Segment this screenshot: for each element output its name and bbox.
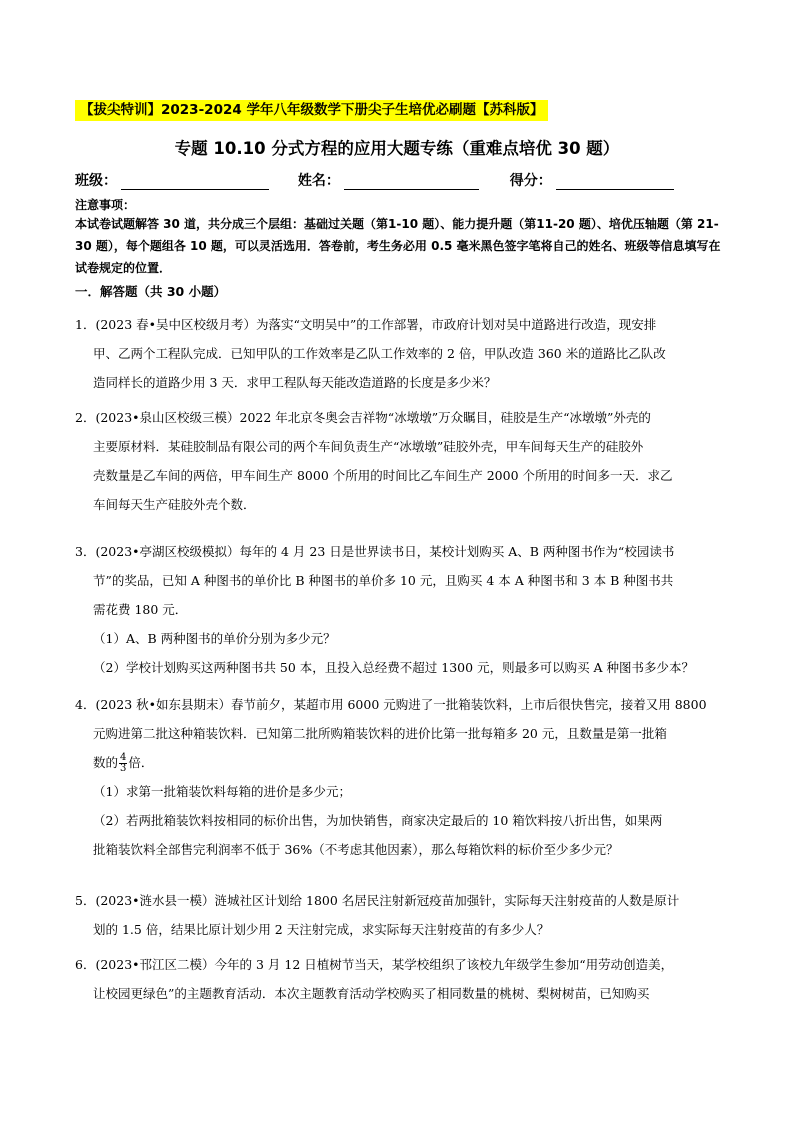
question-line: 主要原材料．某硅胶制品有限公司的两个车间负责生产“冰墩墩”硅胶外壳，甲车间每天生产的硅胶外 — [93, 439, 644, 454]
fraction — [119, 753, 127, 774]
question-1 — [75, 310, 725, 397]
sub-question: （1）求第一批箱装饮料每箱的进价是多少元； — [93, 784, 351, 799]
question-line: 3．(2023•亭湖区校级模拟）每年的 4 月 23 日是世界读书日，某校计划购买 A、B 两种图书作为“校园读书 — [75, 544, 675, 559]
notes-body: 本试卷试题解答 30 道，共分成三个层组：基础过关题（第1-10 题）、能力提升题（第11-20 题）、培优压轴题（第 21-30 题），每个题组各 10 题，可以灵活选用．答卷前，考生务必用 0.5 毫米黑色签字笔将自己的姓名、班级等信息填写在试卷规定的位置． — [75, 217, 721, 275]
question-line: 划的 1.5 倍，结果比原计划少用 2 天注射完成，求实际每天注射疫苗的有多少人？ — [93, 922, 550, 937]
question-2 — [75, 403, 725, 519]
question-3 — [75, 537, 725, 682]
score-blank[interactable] — [556, 173, 674, 190]
fraction-numerator: 4 — [120, 752, 127, 763]
score-label: 得分： — [509, 173, 552, 189]
sub-question: （2）若两批箱装饮料按相同的标价出售，为加快销售，商家决定最后的 10 箱饮料按八折出售，如果两 — [93, 813, 663, 828]
question-6 — [75, 950, 725, 1008]
question-line: 元购进第二批这种箱装饮料．已知第二批所购箱装饮料的进价比第一批每箱多 20 元，且数量是第一批箱 — [93, 726, 667, 741]
section-heading: 一．解答题（共 30 小题） — [75, 284, 227, 299]
name-label: 姓名： — [297, 173, 340, 189]
question-line: 5．(2023•涟水县一模）涟城社区计划给 1800 名居民注射新冠疫苗加强针，实际每天注射疫苗的人数是原计 — [75, 893, 680, 908]
text-fragment: 数的 — [93, 755, 119, 770]
question-line: 车间每天生产硅胶外壳个数． — [93, 497, 256, 512]
class-label: 班级： — [75, 173, 117, 189]
score-field — [510, 170, 674, 190]
series-banner: 【拔尖特训】2023-2024 学年八年级数学下册尖子生培优必刷题【苏科版】 — [75, 100, 548, 121]
question-line: 批箱装饮料全部售完利润率不低于 36%（不考虑其他因素），那么每箱饮料的标价至少多少元？ — [93, 842, 619, 857]
question-line: 2．(2023•泉山区校级三模）2022 年北京冬奥会吉祥物“冰墩墩”万众瞩目，硅胶是生产“冰墩墩”外壳的 — [75, 410, 651, 425]
question-line-fraction — [75, 748, 725, 777]
sub-question: （1）A、B 两种图书的单价分别为多少元？ — [93, 631, 336, 646]
sub-question: （2）学校计划购买这两种图书共 50 本，且投入总经费不超过 1300 元，则最多可以购买 A 种图书多少本？ — [93, 660, 695, 675]
fraction-denominator: 3 — [120, 763, 127, 774]
class-blank[interactable] — [121, 173, 269, 190]
question-line: 甲、乙两个工程队完成．已知甲队的工作效率是乙队工作效率的 2 倍，甲队改造 360 米的道路比乙队改 — [93, 346, 666, 361]
page-title: 专题 10.10 分式方程的应用大题专练（重难点培优 30 题） — [174, 139, 620, 158]
name-field — [298, 170, 479, 190]
class-field — [75, 170, 269, 190]
question-line: 让校园更绿色”的主题教育活动．本次主题教育活动学校购买了相同数量的桃树、梨树树苗，已知购买 — [93, 986, 650, 1001]
question-line: 壳数量是乙车间的两倍，甲车间生产 8000 个所用的时间比乙车间生产 2000 个所用的时间多一天．求乙 — [93, 468, 673, 483]
question-line: 1．(2023 春•吴中区校级月考）为落实“文明吴中”的工作部署，市政府计划对吴中道路进行改造，现安排 — [75, 317, 657, 332]
question-line: 需花费 180 元． — [93, 602, 188, 617]
question-line: 节”的奖品，已知 A 种图书的单价比 B 种图书的单价多 10 元，且购买 4 本 A 种图书和 3 本 B 种图书共 — [93, 573, 674, 588]
question-line: 造同样长的道路少用 3 天．求甲工程队每天能改造道路的长度是多少米？ — [93, 375, 497, 390]
text-fragment: 倍． — [128, 755, 154, 770]
student-info-fields — [75, 170, 674, 190]
question-line: 6．(2023•邗江区二模）今年的 3 月 12 日植树节当天，某学校组织了该校九年级学生参加“用劳动创造美， — [75, 957, 674, 972]
name-blank[interactable] — [344, 173, 479, 190]
notes-heading: 注意事项： — [75, 198, 136, 212]
question-line: 4．(2023 秋•如东县期末）春节前夕，某超市用 6000 元购进了一批箱装饮料，上市后很快售完，接着又用 8800 — [75, 697, 707, 712]
question-5 — [75, 886, 725, 944]
question-4 — [75, 690, 725, 864]
